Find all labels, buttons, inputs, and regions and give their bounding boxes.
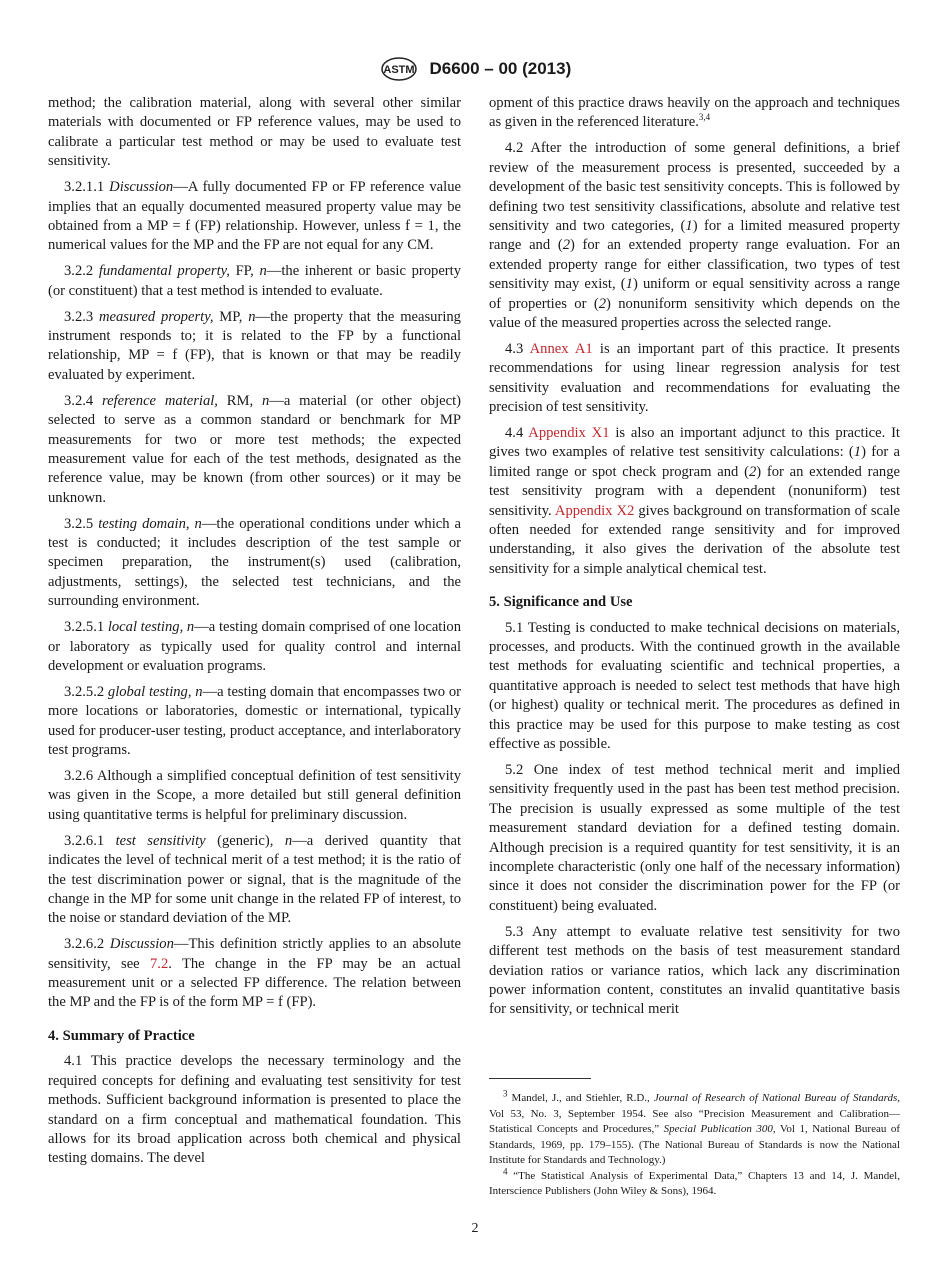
paragraph: [48, 178, 461, 256]
text-run: is an important part of this practice. It presents recommendations for using linear regression analysis for test sensitivity evaluation and recommendations for evaluating the precision of test sensitivity.: [489, 340, 900, 416]
italic-term: 1: [853, 444, 862, 461]
text-run: 3.2.5: [64, 515, 99, 532]
paragraph: [489, 923, 900, 1020]
italic-term: 1: [625, 276, 633, 293]
italic-term: 1: [685, 217, 693, 234]
italic-term: n: [248, 308, 256, 325]
italic-term: n: [259, 263, 267, 280]
text-run: —the inherent or basic property (or constituent) that a test method is intended to evaluate.: [48, 263, 462, 299]
text-run: 3.2.4: [64, 392, 103, 409]
text-run: (generic),: [205, 832, 285, 849]
footnote: [489, 1165, 900, 1200]
italic-term: reference material,: [102, 392, 218, 409]
paragraph: [48, 832, 461, 929]
left-column: [48, 94, 461, 1175]
paragraph: [48, 94, 461, 172]
text-run: 5.3 Any attempt to evaluate relative test sensitivity for two different test methods on the basis of test measurement standard deviation ratios or variance ratios, which lack any discrimination power information content, constitutes an invalid quantitative basis for sensitivity, or technical merit: [489, 923, 900, 1018]
text-run: 5.1 Testing is conducted to make technical decisions on materials, processes, and products. With the continued growth in the available test methods for evaluating scientific and technical properties, a quantitative approach is needed to select test methods that have high (or highest) quality or technical merit. The procedures as defined in this practice may be used for this purpose to make testing as cost effective as possible.: [489, 619, 900, 753]
text-run: 4.2 After the introduction of some general definitions, a brief review of the measurement process is presented, succeeded by a development of the basic test sensitivity concepts. This is followed by defining two test sensitivity classifications, absolute and relative test sensitivity and two categories, (: [489, 140, 900, 234]
italic-term: Journal of Research of National Bureau of Standards: [653, 1092, 898, 1104]
text-run: ) for a limited measured property range and (: [489, 217, 901, 254]
text-run: 3.2.1.1: [64, 179, 110, 196]
footnote-reference: 3: [503, 1088, 508, 1099]
text-run: ) uniform or equal sensitivity across a range of properties or (: [489, 276, 900, 312]
text-run: method; the calibration material, along with several other similar materials with documented or FP reference values, may be used to calibrate a particular test method or may be used to evaluate test sensitivity.: [48, 95, 461, 170]
paragraph: [489, 424, 900, 579]
text-run: RM,: [217, 392, 262, 409]
text-run: 3.2.6.2: [64, 936, 110, 953]
right-column: [489, 94, 900, 1026]
italic-term: fundamental property,: [98, 263, 230, 280]
text-run: 3.2.3: [64, 308, 99, 325]
text-run: 3.2.5.1: [64, 619, 108, 636]
paragraph: [48, 392, 461, 508]
paragraph: [48, 308, 461, 386]
text-run: —the operational conditions under which a test is conducted; it includes description of the test sample or specimen preparation, the instrument(s) used (calibration, adjustments, settings), the selected test technicians, and the surrounding environment.: [48, 515, 461, 610]
text-run: ) for an extended property range evaluation. For an extended property range for either classification, two types of test sensitivity may exist, (: [489, 237, 900, 293]
text-run: —a testing domain that encompasses two or more locations or laboratories, domestic or international, typically used for producer-user testing, product acceptance, and interlaboratory test programs.: [48, 683, 461, 759]
text-run: 5.2 One index of test method technical merit and implied sensitivity frequently used in the past has been test method precision. The precision is usually expressed as some multiple of the test measurement standard deviation for a defined testing domain. Although precision is a required quantity for test sensitivity, it is an incomplete characteristic (only one half of the necessary information) since it does not consider the discrimination power for the FP (or constituent) being evaluated.: [489, 762, 900, 914]
text-run: ) for an extended range test sensitivity program with a dependent (nonuniform) test sensitivity.: [489, 463, 900, 519]
text-run: . The change in the FP may be an actual measurement unit or a selected FP difference. The relation between the MP and the FP is of the form MP = f (FP).: [48, 955, 461, 1011]
italic-term: measured property,: [98, 308, 214, 325]
paragraph: [48, 935, 461, 1013]
text-run: —a derived quantity that indicates the level of technical merit of a test method; it is the ratio of the test discrimination power or signal, that is the magnitude of the change in the MP for some unit change in the related FP of interest, to the noise or standard deviation of the MP.: [48, 832, 461, 927]
footnote-reference: 3,4: [698, 112, 711, 123]
text-run: 3.2.6 Although a simplified conceptual definition of test sensitivity was given in the Scope, a more detailed but still general definition using quantitative terms is helpful for preliminary discussion.: [48, 768, 461, 823]
text-run: FP,: [229, 263, 260, 280]
text-run: MP,: [213, 308, 249, 325]
paragraph: [48, 618, 461, 676]
paragraph: [48, 767, 461, 825]
cross-reference-link[interactable]: Appendix X1: [528, 425, 610, 441]
cross-reference-link[interactable]: 7.2: [150, 955, 169, 972]
italic-term: 2: [562, 237, 570, 254]
footnote-list: [489, 1088, 900, 1200]
text-run: “The Statistical Analysis of Experimental Data,” Chapters 13 and 14, J. Mandel, Interscience Publishers (John Wiley & Sons), 1964.: [489, 1169, 900, 1197]
footnotes: [489, 1078, 900, 1200]
italic-term: Special Publication 300: [663, 1123, 773, 1135]
page-header: [0, 56, 950, 82]
section-heading: 4. Summary of Practice: [48, 1027, 195, 1044]
paragraph: [48, 683, 461, 761]
text-run: 3.2.2: [64, 263, 99, 280]
footnote-reference: 4: [503, 1165, 508, 1176]
text-run: 3.2.6.1: [64, 832, 116, 849]
cross-reference-link[interactable]: Annex A1: [529, 340, 593, 357]
italic-term: Discussion: [109, 936, 174, 953]
text-run: , Vol 1, National Bureau of Standards, 1969, pp. 179–155). (The National Bureau of Standards is now the National Institute for Standards and Technology.): [489, 1123, 900, 1166]
document-designation: D6600 – 00 (2013): [429, 59, 572, 78]
italic-term: global testing, n: [107, 683, 203, 700]
section-heading: 5. Significance and Use: [489, 594, 633, 611]
text-run: ) nonuniform sensitivity which depends on the value of the measured properties across the selected range.: [489, 295, 900, 331]
italic-term: testing domain, n: [98, 515, 202, 532]
text-run: —A fully documented FP or FP reference value implies that an equally documented measured property value may be obtained from a MP = f (FP) relationship. However, unless f = 1, the numerical values for the MP and the FP are not equal for any CM.: [48, 179, 461, 254]
text-run: 4.3: [505, 340, 530, 357]
astm-logo-icon: [379, 56, 419, 82]
footnote-divider: [489, 1078, 591, 1079]
italic-term: 2: [598, 295, 606, 312]
text-run: —This definition strictly applies to an absolute sensitivity, see: [48, 936, 462, 972]
italic-term: local testing, n: [107, 619, 195, 636]
paragraph: [489, 619, 900, 755]
text-run: opment of this practice draws heavily on the approach and techniques as given in the referenced literature.: [489, 95, 900, 131]
text-run: 3.2.5.2: [64, 683, 108, 700]
text-run: 4.1 This practice develops the necessary terminology and the required concepts for defining and evaluating test sensitivity for test methods. Sufficient background information is presented to place the standard on a firm conceptual and mathematical foundation. This allows for its broad application across both chemical and physical testing domains. The devel: [48, 1053, 461, 1167]
italic-term: 2: [748, 463, 757, 480]
paragraph: [489, 94, 900, 133]
text-run: is also an important adjunct to this practice. It gives two examples of relative test sensitivity calculations: (: [489, 425, 900, 461]
page-number: 2: [471, 1221, 479, 1236]
italic-term: test sensitivity: [115, 832, 206, 849]
text-run: Mandel, J., and Stiehler, R.D.,: [507, 1092, 654, 1104]
text-run: —the property that the measuring instrument responds to; it is related to the FP by a functional relationship, MP = f (FP), that is known or that may be readily evaluated by experiment.: [48, 308, 461, 383]
text-run: , Vol 53, No. 3, September 1954. See also “Precision Measurement and Calibration—Statistical Concepts and Procedures,”: [489, 1092, 900, 1135]
italic-term: n: [261, 392, 270, 409]
text-run: 4.4: [505, 425, 529, 441]
paragraph: [48, 515, 461, 612]
footnote: [489, 1088, 900, 1169]
paragraph: [489, 340, 900, 418]
text-run: ) for a limited range or spot check program and (: [489, 444, 900, 480]
paragraph: [48, 262, 461, 301]
cross-reference-link[interactable]: Appendix X2: [554, 502, 635, 519]
paragraph: [489, 761, 900, 916]
italic-term: n: [284, 832, 293, 849]
paragraph: [48, 1052, 461, 1168]
text-run: gives background on transformation of scale often needed for extended range sensitivity and for improved understanding, it also gives the derivation of the absolute test sensitivity for a simple analytical chemical test.: [489, 502, 901, 577]
text-run: —a testing domain comprised of one location or laboratory as typically used for quality control and internal development or evaluation programs.: [48, 619, 462, 674]
svg-text:ASTM: ASTM: [383, 64, 415, 76]
paragraph: [489, 139, 900, 333]
text-run: —a material (or other object) selected to serve as a common standard or benchmark for MP measurements for two or more test methods; the expected measurement value for each of the test methods, designated as the reference value, may be known (from other sources) or it may be unknown.: [48, 392, 461, 506]
italic-term: Discussion: [109, 179, 174, 196]
